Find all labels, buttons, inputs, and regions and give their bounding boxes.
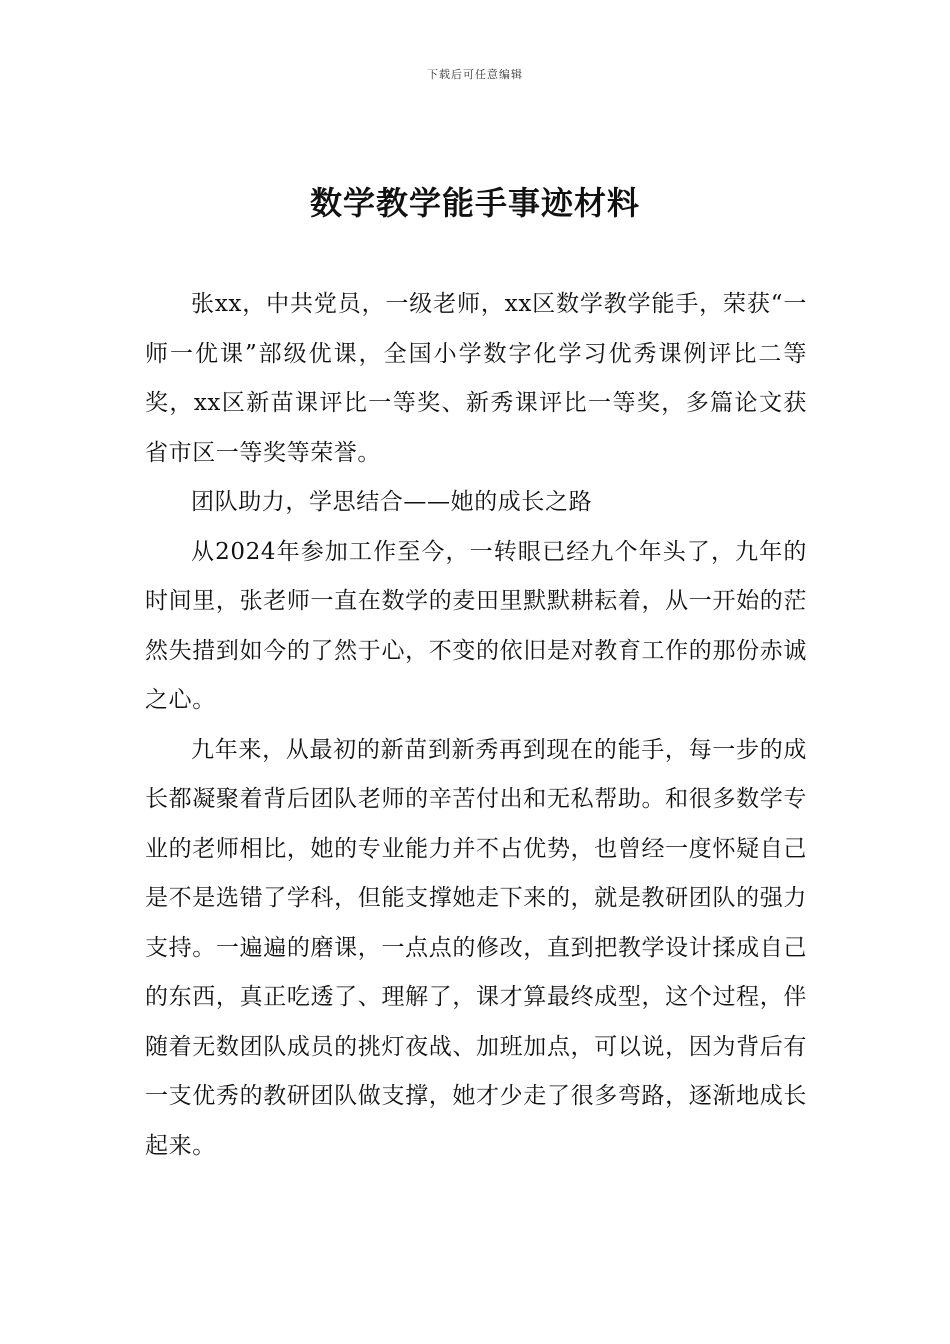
- paragraph-career-start: 从2024年参加工作至今，一转眼已经九个年头了，九年的时间里，张老师一直在数学的麦田里默默耕耘着，从一开始的茫然失措到如今的了然于心，不变的依旧是对教育工作的那份赤诚之心。: [145, 538, 807, 713]
- header-note: 下载后可任意编辑: [427, 68, 523, 81]
- paragraph-team-support: 九年来，从最初的新苗到新秀再到现在的能手，每一步的成长都凝聚着背后团队老师的辛苦付出和无私帮助。和很多数学专业的老师相比，她的专业能力并不占优势，也曾经一度怀疑自己是不是选错了学科，但能支撑她走下来的，就是教研团队的强力支持。一遍遍的磨课，一点点的修改，直到把教学设计揉成自己的东西，真正吃透了、理解了，课才算最终成型，这个过程，伴随着无数团队成员的挑灯夜战、加班加点，可以说，因为背后有一支优秀的教研团队做支撑，她才少走了很多弯路，逐渐地成长起来。: [145, 736, 807, 1159]
- document-title: 数学教学能手事迹材料: [309, 184, 640, 222]
- paragraph-intro: 张xx，中共党员，一级老师，xx区数学教学能手，荣获“一师一优课”部级优课，全国小学数字化学习优秀课例评比二等奖，xx区新苗课评比一等奖、新秀课评比一等奖，多篇论文获省市区一等奖等荣誉。: [145, 291, 807, 466]
- document-body: [145, 280, 807, 1171]
- paragraph-subheading: 团队助力，学思结合——她的成长之路: [191, 489, 593, 515]
